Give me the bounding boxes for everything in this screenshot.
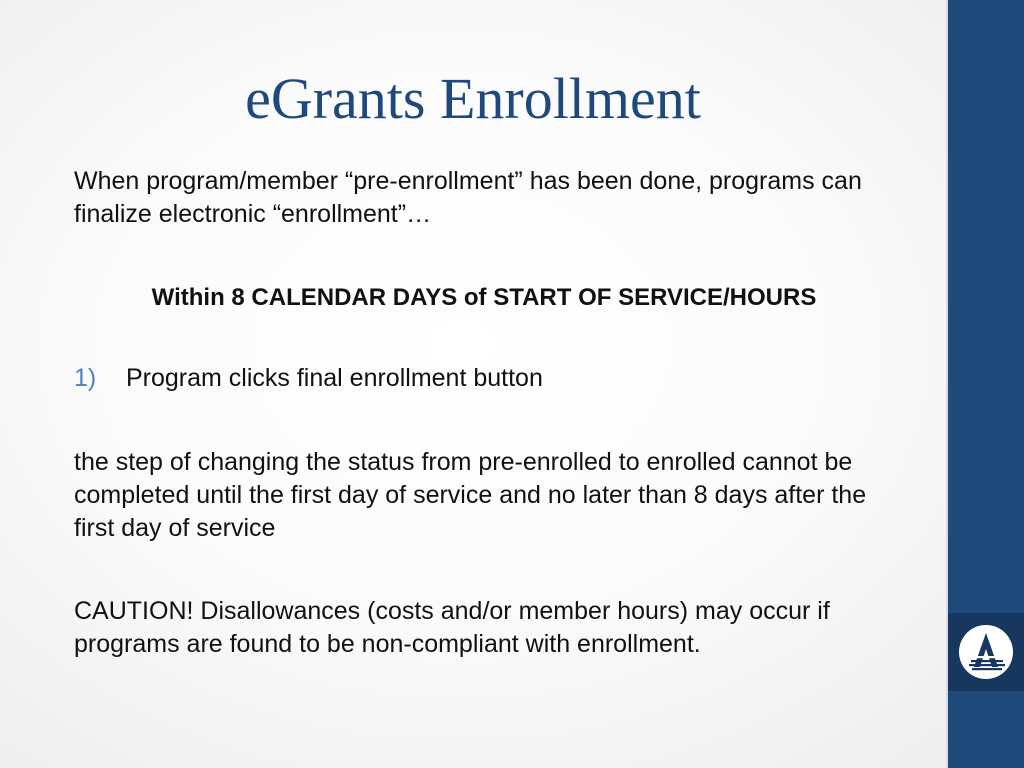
slide-title: eGrants Enrollment <box>245 66 701 131</box>
caution-paragraph: CAUTION! Disallowances (costs and/or member hours) may occur if programs are found to be non-compliant with enrollment. <box>74 597 830 658</box>
americorps-logo-icon <box>957 623 1015 681</box>
list-item <box>74 362 543 395</box>
list-number: 1) <box>74 364 97 392</box>
intro-paragraph: When program/member “pre-enrollment” has been done, programs can finalize electronic “enrollment”… <box>74 167 862 228</box>
list-text: Program clicks final enrollment button <box>126 364 543 392</box>
logo-box <box>948 613 1024 691</box>
status-note-paragraph: the step of changing the status from pre-enrolled to enrolled cannot be completed until the first day of service and no later than 8 days after the first day of service <box>74 448 867 542</box>
deadline-heading: Within 8 CALENDAR DAYS of START OF SERVICE/HOURS <box>151 284 817 311</box>
